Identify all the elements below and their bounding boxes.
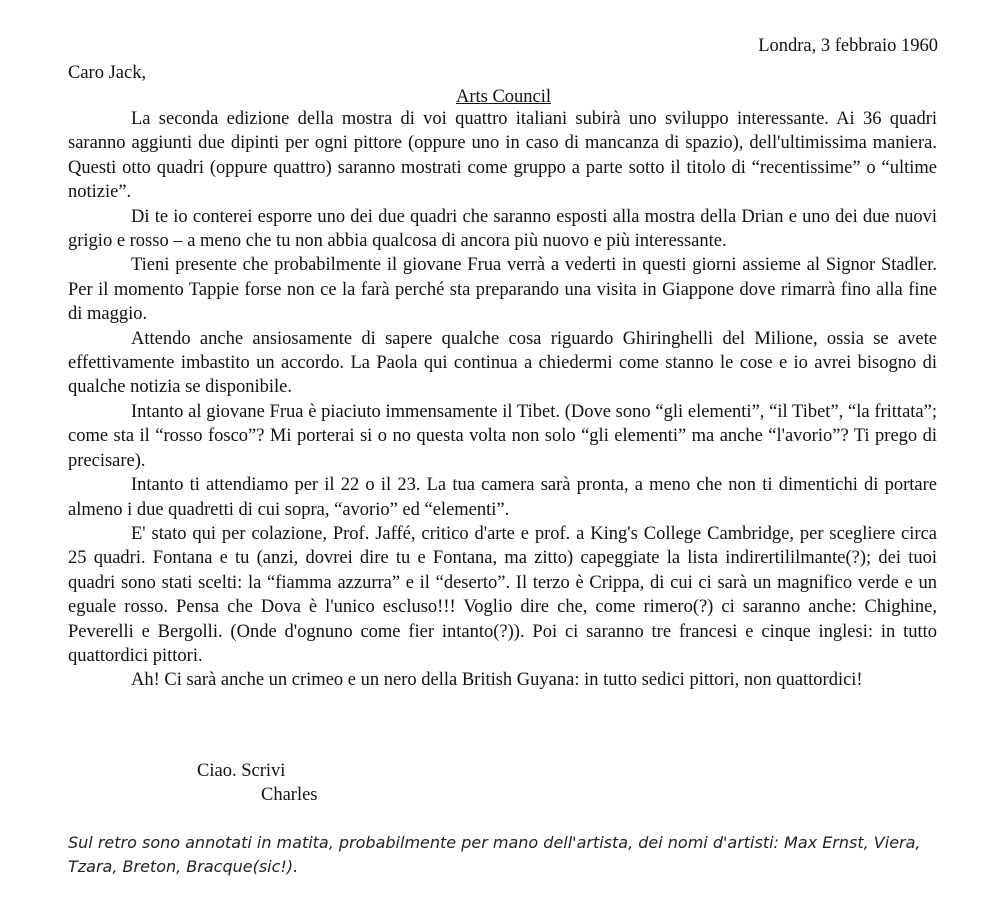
- letter-subject: Arts Council: [455, 87, 552, 107]
- letter-paragraph: Di te io conterei esporre uno dei due quadri che saranno esposti alla mostra della Drian e uno dei due nuovi grigio e rosso – a meno che tu non abbia qualcosa di ancora più nuovo e più interessante.: [68, 206, 937, 252]
- letter-paragraph: Ah! Ci sarà anche un crimeo e un nero della British Guyana: in tutto sedici pittori, non quattordici!: [131, 670, 863, 691]
- letter-paragraph: La seconda edizione della mostra di voi quattro italiani subirà uno sviluppo interessante. Ai 36 quadri saranno aggiunti due dipinti per ogni pittore (oppure uno in caso di mancanza di spazio), dell'ultimissima maniera. Questi otto quadri (oppure quattro) saranno mostrati come gruppo a parte sotto il titolo di “recentissime” o “ultime notizie”.: [68, 109, 937, 203]
- letter-salutation: Caro Jack,: [68, 63, 147, 83]
- letter-date: Londra, 3 febbraio 1960: [758, 36, 938, 56]
- editorial-note: Sul retro sono annotati in matita, probabilmente per mano dell'artista, dei nomi d'artisti: Max Ernst, Viera, Tzara, Breton, Bracque(sic!).: [68, 833, 921, 876]
- letter-paragraph: Attendo anche ansiosamente di sapere qualche cosa riguardo Ghiringhelli del Milione, ossia se avete effettivamente imbastito un accordo. La Paola qui continua a chiedermi come stanno le cose e io avrei bisogno di qualche notizia se disponibile.: [68, 328, 937, 398]
- letter-body: [68, 107, 937, 693]
- letter-signature: Charles: [261, 785, 318, 805]
- letter-paragraph: Intanto al giovane Frua è piaciuto immensamente il Tibet. (Dove sono “gli elementi”, “il Tibet”, “la frittata”; come sta il “rosso fosco”? Mi porterai si o no questa volta non solo “gli elementi” ma anche “l'avorio”? Ti prego di precisare).: [68, 401, 937, 471]
- letter-paragraph: Tieni presente che probabilmente il giovane Frua verrà a vederti in questi giorni assieme al Signor Stadler. Per il momento Tappie forse non ce la farà perché sta preparando una visita in Giappone dove rimarrà fino alla fine di maggio.: [68, 255, 937, 325]
- letter-paragraph: E' stato qui per colazione, Prof. Jaffé, critico d'arte e prof. a King's College Cambridge, per scegliere circa 25 quadri. Fontana e tu (anzi, dovrei dire tu e Fontana, ma zitto) capeggiate la lista indirertililmante(?); dei tuoi quadri sono stati scelti: la “fiamma azzurra” e il “deserto”. Il terzo è Crippa, di cui ci sarà un magnifico verde e un eguale rosso. Pensa che Dova è l'unico escluso!!! Voglio dire che, come rimero(?) ci saranno anche: Chighine, Peverelli e Bergolli. (Onde d'ognuno come fier intanto(?)). Poi ci saranno tre francesi e cinque inglesi: in tutto quattordici pittori.: [68, 523, 937, 666]
- letter-paragraph: Intanto ti attendiamo per il 22 o il 23. La tua camera sarà pronta, a meno che non ti dimentichi di portare almeno i due quadretti di cui sopra, “avorio” ed “elementi”.: [68, 475, 937, 520]
- letter-closing: Ciao. Scrivi: [197, 761, 286, 781]
